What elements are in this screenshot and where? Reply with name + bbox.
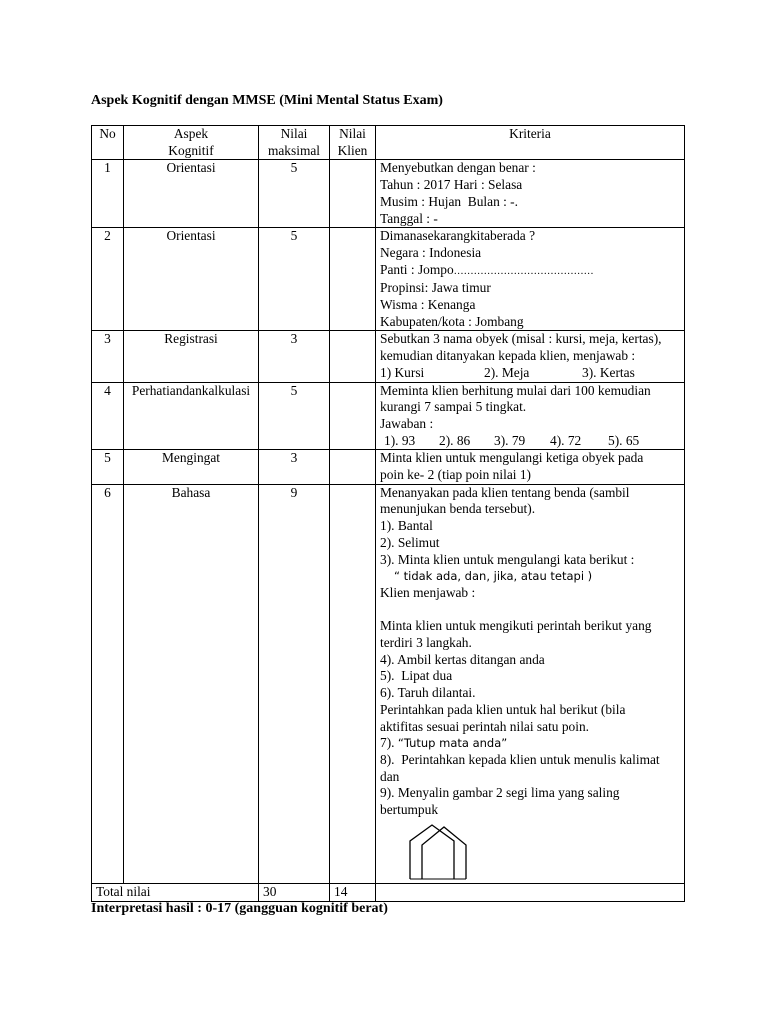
row-klien bbox=[330, 160, 376, 228]
header-aspek: Aspek Kognitif bbox=[124, 126, 259, 160]
row-aspek: Orientasi bbox=[124, 160, 259, 228]
total-kriteria bbox=[376, 883, 685, 901]
row-kriteria: Menyebutkan dengan benar : Tahun : 2017 Hari : Selasa Musim : Hujan Bulan : -. Tanggal : - bbox=[376, 160, 685, 228]
row-klien bbox=[330, 450, 376, 484]
row-nilai: 9 bbox=[259, 484, 330, 883]
total-row bbox=[92, 883, 685, 901]
row-kriteria: Sebutkan 3 nama obyek (misal : kursi, meja, kertas), kemudian ditanyakan kepada klien, menjawab : 1) Kursi 2). Meja 3). Kertas bbox=[376, 331, 685, 382]
row-kriteria: Menanyakan pada klien tentang benda (sambil menunjukan benda tersebut). 1). Bantal 2). Selimut 3). Minta klien untuk mengulangi kata berikut : “ tidak ada, dan, jika, atau tetapi ) Klien menjawab : Minta klien untuk mengikuti perintah berikut yang terdiri 3 langkah. 4). Ambil kertas ditangan anda 5). Lipat dua 6). Taruh dilantai. Perintahkan pada klien untuk hal berikut (bila aktifitas sesuai perintah nilai satu poin. 7). “Tutup mata anda” 8). Perintahkan kepada klien untuk menulis kalimat dan 9). Menyalin gambar 2 segi lima yang saling bertumpuk bbox=[376, 484, 685, 883]
row-nilai: 3 bbox=[259, 331, 330, 382]
mmse-table bbox=[91, 125, 685, 902]
header-nilai-maksimal: Nilai maksimal bbox=[259, 126, 330, 160]
row-aspek: Registrasi bbox=[124, 331, 259, 382]
row-aspek: Perhatiandankalkulasi bbox=[124, 382, 259, 450]
table-row bbox=[92, 484, 685, 883]
table-row bbox=[92, 450, 685, 484]
row-no: 1 bbox=[92, 160, 124, 228]
total-nilai: 30 bbox=[259, 883, 330, 901]
row-no: 2 bbox=[92, 228, 124, 331]
header-no: No bbox=[92, 126, 124, 160]
page-title: Aspek Kognitif dengan MMSE (Mini Mental Status Exam) bbox=[91, 93, 443, 108]
interpretation-text: Interpretasi hasil : 0-17 (gangguan kognitif berat) bbox=[91, 901, 388, 916]
table-row bbox=[92, 228, 685, 331]
row-nilai: 3 bbox=[259, 450, 330, 484]
table-header-row bbox=[92, 126, 685, 160]
row-klien bbox=[330, 228, 376, 331]
row-aspek: Mengingat bbox=[124, 450, 259, 484]
row-klien bbox=[330, 331, 376, 382]
total-klien: 14 bbox=[330, 883, 376, 901]
row-nilai: 5 bbox=[259, 382, 330, 450]
row-aspek: Bahasa bbox=[124, 484, 259, 883]
row-kriteria: Meminta klien berhitung mulai dari 100 kemudian kurangi 7 sampai 5 tingkat. Jawaban : 1). 93 2). 86 3). 79 4). 72 5). 65 bbox=[376, 382, 685, 450]
total-label: Total nilai bbox=[92, 883, 259, 901]
row-aspek: Orientasi bbox=[124, 228, 259, 331]
row-nilai: 5 bbox=[259, 160, 330, 228]
row-no: 5 bbox=[92, 450, 124, 484]
table-row bbox=[92, 382, 685, 450]
row-no: 3 bbox=[92, 331, 124, 382]
table-row bbox=[92, 160, 685, 228]
row-klien bbox=[330, 382, 376, 450]
row-nilai: 5 bbox=[259, 228, 330, 331]
row-klien bbox=[330, 484, 376, 883]
row-no: 6 bbox=[92, 484, 124, 883]
table-row bbox=[92, 331, 685, 382]
overlapping-pentagons-figure bbox=[406, 821, 486, 883]
header-nilai-klien: Nilai Klien bbox=[330, 126, 376, 160]
header-kriteria: Kriteria bbox=[376, 126, 685, 160]
row-kriteria: Dimanasekarangkitaberada ? Negara : Indonesia Panti : Jompo…………………………………… Propinsi: Jawa timur Wisma : Kenanga Kabupaten/kota : Jombang bbox=[376, 228, 685, 331]
row-no: 4 bbox=[92, 382, 124, 450]
row-kriteria: Minta klien untuk mengulangi ketiga obyek pada poin ke- 2 (tiap poin nilai 1) bbox=[376, 450, 685, 484]
